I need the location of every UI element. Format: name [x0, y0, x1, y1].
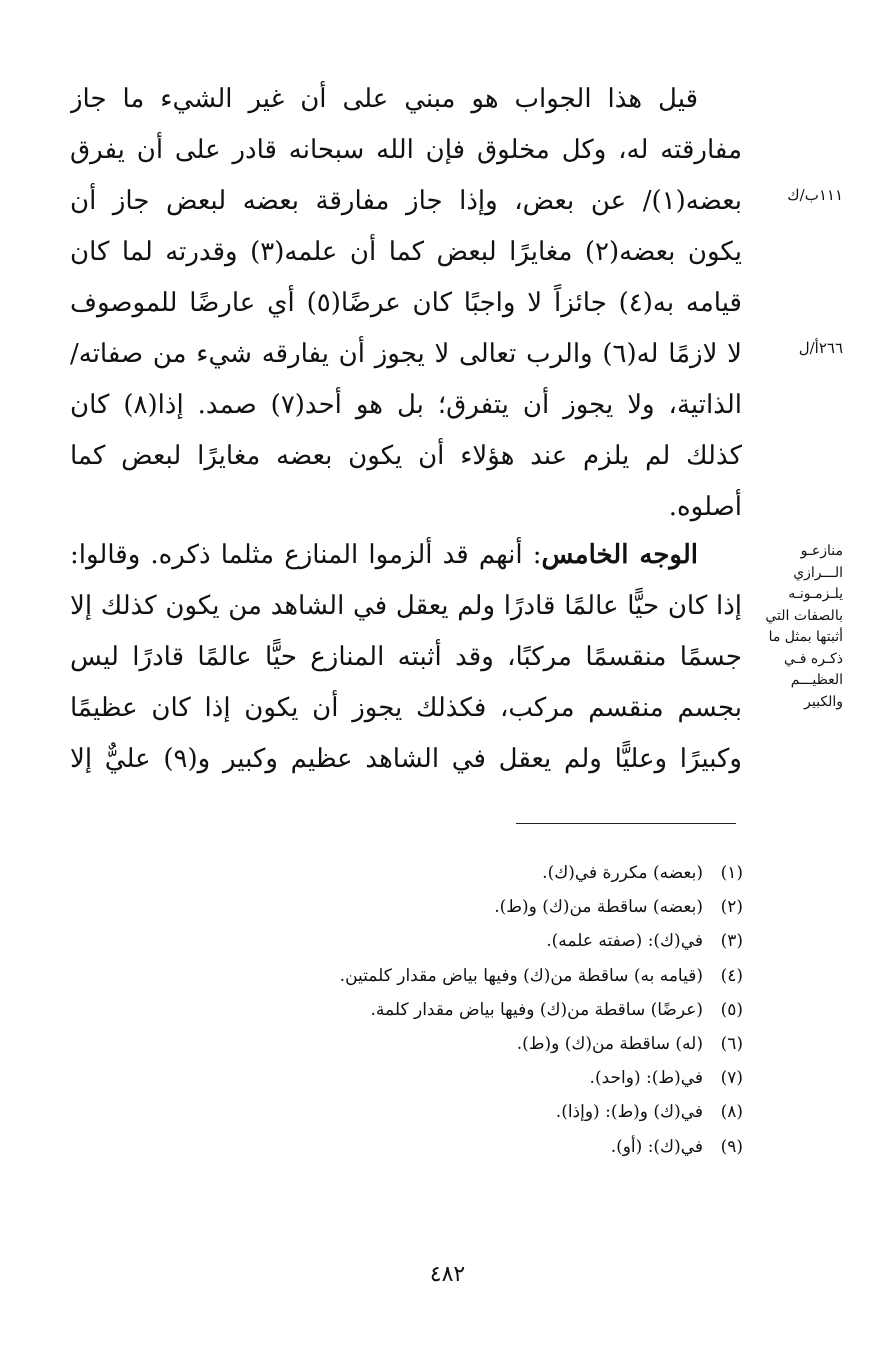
footnote-text: (عرضًا) ساقطة من(ك) وفيها بياض مقدار كلمة.: [370, 999, 703, 1020]
text-line-heading: [70, 530, 742, 581]
side-title-line: والكبير: [804, 693, 843, 710]
footnotes: [340, 856, 743, 1164]
side-title: [755, 541, 843, 713]
side-title-line: يلـزمـونـه: [788, 586, 843, 602]
footnote-number: (٧): [720, 1068, 743, 1089]
text-line: الذاتية، ولا يجوز أن يتفرق؛ بل هو أحد(٧) صمد. إذا(٨) كان: [70, 390, 742, 420]
side-title-line: بالصفات التي: [765, 607, 843, 624]
footnote-text: (قيامه به) ساقطة من(ك) وفيها بياض مقدار كلمتين.: [339, 965, 703, 986]
footnote: [340, 1027, 743, 1061]
footnote-text: في(ك): (صفته علمه).: [546, 931, 703, 952]
side-title-line: أثبتها بمثل ما: [768, 629, 843, 645]
footnote-number: (٦): [720, 1034, 743, 1055]
footnote-text: (بعضه) مكررة في(ك).: [542, 863, 703, 883]
footnote: [340, 1095, 743, 1129]
text-line: قيامه به(٤) جائزاً لا واجبًا كان عرضًا(٥) أي عارضًا للموصوف: [70, 288, 742, 318]
text-line: بجسم منقسم مركب، فكذلك يجوز أن يكون إذا كان عظيمًا: [70, 693, 742, 723]
page-number: ٤٨٢: [429, 1262, 466, 1287]
footnote: [340, 1061, 743, 1095]
text-line: يكون بعضه(٢) مغايرًا لبعض كما أن علمه(٣) وقدرته لما كان: [70, 237, 742, 267]
text-line: وكبيرًا وعليًّا ولم يعقل في الشاهد عظيم وكبير و(٩) عليٌّ إلا: [70, 744, 742, 774]
section-heading: الوجه الخامس: [541, 540, 698, 570]
footnote: [340, 890, 743, 924]
footnote-number: (٩): [720, 1136, 743, 1157]
text-line: أصلوه.: [668, 492, 742, 522]
footnote: [340, 856, 743, 890]
text-line: كذلك لم يلزم عند هؤلاء أن يكون بعضه مغايرًا لبعض كما: [70, 441, 742, 471]
manuscript-ref-l: ٢٦٦أ/ل: [798, 339, 843, 357]
side-title-line: الـــرازي: [793, 564, 843, 581]
manuscript-ref-k: ١١١ب/ك: [787, 186, 843, 204]
text-line: بعضه(١)/ عن بعض، وإذا جاز مفارقة بعضه لبعض جاز أن: [70, 186, 742, 216]
text-line: قيل هذا الجواب هو مبني على أن غير الشيء ما جاز: [70, 84, 698, 114]
paragraph-1: [70, 74, 742, 533]
footnote-number: (٤): [720, 965, 743, 986]
footnote-text: في(ط): (واحد).: [589, 1068, 703, 1089]
footnote: [340, 1130, 743, 1164]
paragraph-2: [70, 530, 742, 785]
text-line: جسمًا منقسمًا مركبًا، وقد أثبته المنازع حيًّا عالمًا قادرًا ليس: [70, 642, 742, 672]
footnote-number: (٢): [720, 897, 743, 918]
footnote-text: (له) ساقطة من(ك) و(ط).: [516, 1034, 703, 1055]
footnote-text: (بعضه) ساقطة من(ك) و(ط).: [494, 897, 703, 918]
footnote-number: (١): [720, 863, 743, 883]
side-title-line: ذكـره فـي: [784, 650, 843, 667]
footnote-divider: [516, 823, 736, 824]
footnote-number: (٥): [720, 999, 743, 1020]
side-title-line: العظيـــم: [790, 672, 843, 688]
footnote-text: في(ك) و(ط): (وإذا).: [555, 1102, 703, 1123]
footnote-number: (٣): [720, 931, 743, 952]
footnote-number: (٨): [720, 1102, 743, 1123]
text-line: إذا كان حيًّا عالمًا قادرًا ولم يعقل في الشاهد من يكون كذلك إلا: [70, 591, 742, 621]
text-line: مفارقته له، وكل مخلوق فإن الله سبحانه قادر على أن يفرق: [70, 135, 742, 165]
side-title-line: منازعـو: [800, 543, 843, 559]
heading-continuation: : أنهم قد ألزموا المنازع مثلما ذكره. وقالوا:: [70, 540, 542, 570]
footnote: [340, 959, 743, 993]
footnote: [340, 924, 743, 958]
footnote-text: في(ك): (أو).: [610, 1136, 703, 1157]
footnote: [340, 993, 743, 1027]
text-line: لا لازمًا له(٦) والرب تعالى لا يجوز أن يفارقه شيء من صفاته/: [70, 339, 742, 369]
